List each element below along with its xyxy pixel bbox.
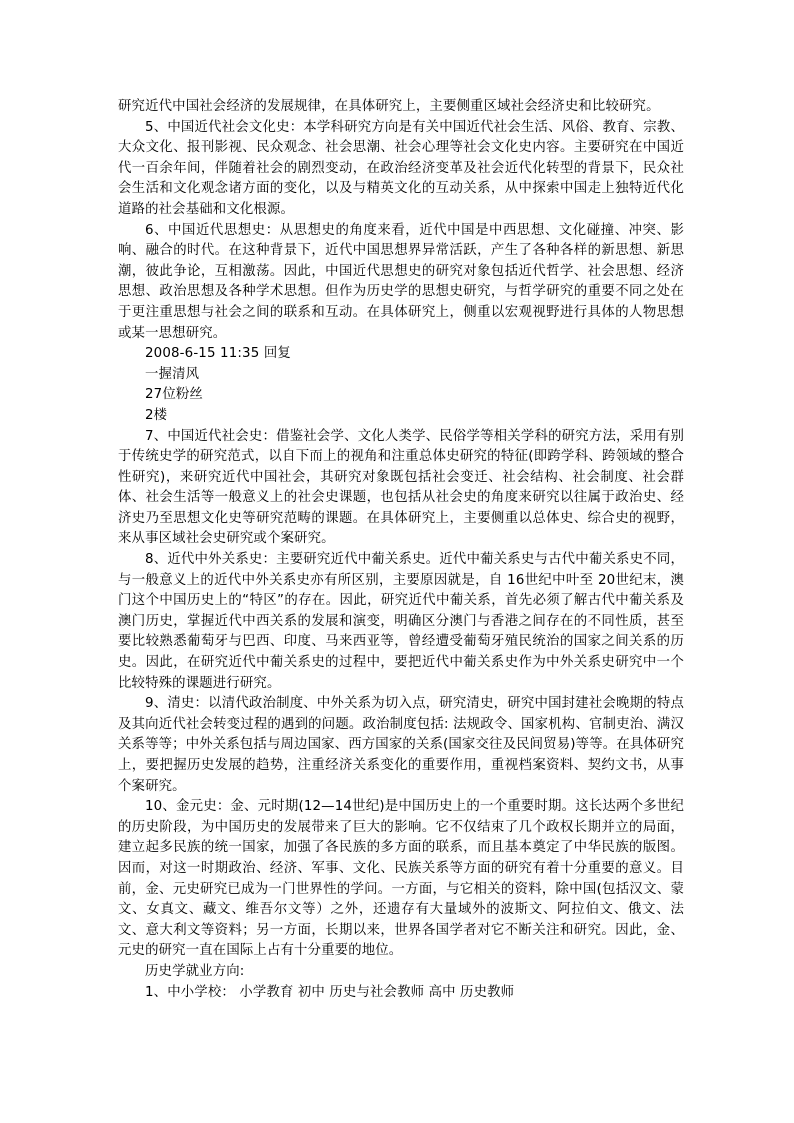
post-username[interactable]: 一握清风	[145, 366, 200, 382]
employment-item: 1、中小学校： 小学教育 初中 历史与社会教师 高中 历史教师	[145, 984, 515, 1000]
paragraph-foreign-relations-history: 8、近代中外关系史：主要研究近代中葡关系史。近代中葡关系史与古代中葡关系史不同，与一般意义上的近代中外关系史亦有所区别，主要原因就是，自 16世纪中叶至 20世纪末，澳门这个中国历史上的“特区”的存在。因此，研究近代中葡关系，首先必须了解古代中葡关系及澳门历史，掌握近代中西关系的发展和演变，明确区分澳门与香港之间存在的不同性质，甚至要比较熟悉葡萄牙与巴西、印度、马来西亚等，曾经遭受葡萄牙殖民统治的国家之间关系的历史。因此，在研究近代中葡关系史的过程中，要把近代中葡关系史作为中外关系史研究中一个比较特殊的课题进行研究。	[118, 552, 684, 691]
paragraph-economic-history-tail: 研究近代中国社会经济的发展规律，在具体研究上，主要侧重区域社会经济史和比较研究。	[118, 99, 660, 114]
paragraph-jin-yuan-history: 10、金元史：金、元时期(12—14世纪)是中国历史上的一个重要时期。这长达两个多世纪的历史阶段，为中国历史的发展带来了巨大的影响。它不仅结束了几个政权长期并立的局面，建立起多民族的统一国家，加强了各民族的多方面的联系，而且基本奠定了中华民族的版图。因而，对这一时期政治、经济、军事、文化、民族关系等方面的研究有着十分重要的意义。目前，金、元史研究已成为一门世界性的学问。一方面，与它相关的资料，除中国(包括汉文、蒙文、女真文、藏文、维吾尔文等）之外，还遗存有大量域外的波斯文、阿拉伯文、俄文、法文、意大利文等资料；另一方面，长期以来，世界各国学者对它不断关注和研究。因此，金、元史的研究一直在国际上占有十分重要的地位。	[118, 799, 684, 959]
employment-heading: 历史学就业方向:	[145, 963, 245, 979]
paragraph-social-history: 7、中国近代社会史：借鉴社会学、文化人类学、民俗学等相关学科的研究方法，采用有别于传统史学的研究范式，以自下而上的视角和注重总体史研究的特征(即跨学科、跨领域的整合性研究)，来研究近代中国社会，其研究对象既包括社会变迁、社会结构、社会制度、社会群体、社会生活等一般意义上的社会史课题，也包括从社会史的角度来研究以往属于政治史、经济史乃至思想文化史等研究范畴的课题。在具体研究上，主要侧重以总体史、综合史的视野，来从事区域社会史研究或个案研究。	[118, 428, 684, 547]
paragraph-social-culture-history: 5、中国近代社会文化史：本学科研究方向是有关中国近代社会生活、风俗、教育、宗教、大众文化、报刊影视、民众观念、社会思潮、社会心理等社会文化史内容。主要研究在中国近代一百余年间，伴随着社会的剧烈变动，在政治经济变革及社会近代化转型的背景下，民众社会生活和文化观念诸方面的变化，以及与精英文化的互动关系，从中探索中国走上独特近代化道路的社会基础和文化根源。	[118, 119, 684, 217]
post-meta-line	[118, 344, 684, 365]
document-page	[118, 97, 684, 1003]
paragraph-thought-history: 6、中国近代思想史：从思想史的角度来看，近代中国是中西思想、文化碰撞、冲突、影响、融合的时代。在这种背景下，近代中国思想界异常活跃，产生了各种各样的新思想、新思潮，彼此争论，互相激荡。因此，中国近代思想史的研究对象包括近代哲学、社会思想、经济思想、政治思想及各种学术思想。但作为历史学的思想史研究，与哲学研究的重要不同之处在于更注重思想与社会之间的联系和互动。在具体研究上，侧重以宏观视野进行具体的人物思想或某一思想研究。	[118, 222, 684, 341]
post-followers: 27位粉丝	[145, 387, 203, 403]
post-floor: 2楼	[145, 407, 168, 423]
post-timestamp: 2008-6-15 11:35	[145, 346, 260, 362]
reply-link[interactable]: 回复	[263, 346, 291, 362]
paragraph-qing-history: 9、清史：以清代政治制度、中外关系为切入点，研究清史，研究中国封建社会晚期的特点及其向近代社会转变过程的遇到的问题。政治制度包括: 法规政令、国家机构、官制吏治、满汉关系等等；中外关系包括与周边国家、西方国家的关系(国家交往及民间贸易)等等。在具体研究上，要把握历史发展的趋势，注重经济关系变化的重要作用，重视档案资料、契约文书，从事个案研究。	[118, 696, 684, 794]
